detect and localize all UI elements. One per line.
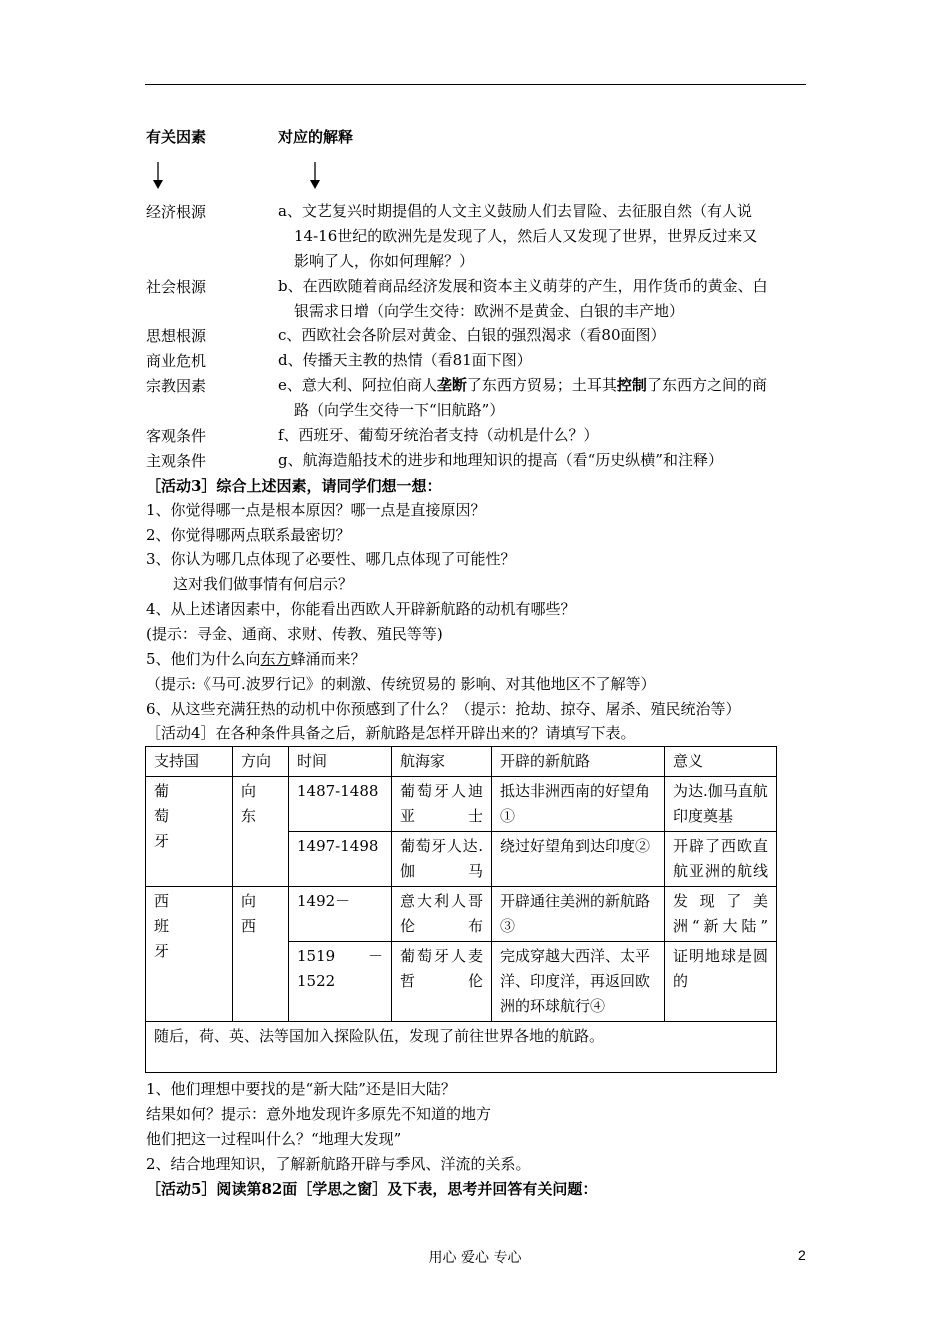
time-cell: 1492－ <box>289 887 392 942</box>
country-cell: 西 班 牙 <box>146 887 233 1022</box>
direction-cell: 向 西 <box>233 887 289 1022</box>
time-cell: 1487-1488 <box>289 777 392 832</box>
activity3-question: 5、他们为什么向东方蜂涌而来？ <box>146 650 366 668</box>
table-header: 意义 <box>665 747 777 777</box>
page-number: 2 <box>798 1247 806 1263</box>
meaning-cell: 为达.伽马直航印度奠基 <box>665 777 777 832</box>
explanation-c: c、西欧社会各阶层对黄金、白银的强烈渴求（看80面图） <box>278 326 666 344</box>
navigator-cell: 葡萄牙人麦哲伦 <box>392 942 492 1022</box>
factor-item: 主观条件 <box>146 452 207 470</box>
factor-item: 宗教因素 <box>146 377 207 395</box>
activity3-question: 3、你认为哪几点体现了必要性、哪几点体现了可能性？ <box>146 550 516 568</box>
activity3-title: ［活动3］综合上述因素，请同学们想一想： <box>146 477 442 495</box>
down-arrow-icon <box>150 162 166 190</box>
explanation-f: f、西班牙、葡萄牙统治者支持（动机是什么？） <box>278 426 599 444</box>
header-explanation: 对应的解释 <box>278 128 354 146</box>
factor-item: 客观条件 <box>146 427 207 445</box>
top-rule <box>145 84 806 85</box>
voyages-table <box>145 746 777 1073</box>
activity3-question: 1、你觉得哪一点是根本原因？哪一点是直接原因？ <box>146 501 486 519</box>
navigator-cell: 葡萄牙人达.伽马 <box>392 832 492 887</box>
activity3-question: 这对我们做事情有何启示？ <box>173 575 354 593</box>
navigator-cell: 意大利人哥伦布 <box>392 887 492 942</box>
table-header: 开辟的新航路 <box>492 747 665 777</box>
explanation-g: g、航海造船技术的进步和地理知识的提高（看“历史纵横”和注释） <box>278 451 723 469</box>
activity3-question: 6、从这些充满狂热的动机中你预感到了什么？（提示：抢劫、掠夺、屠杀、殖民统治等） <box>146 700 741 718</box>
route-cell: 抵达非洲西南的好望角① <box>492 777 665 832</box>
table-header: 支持国 <box>146 747 233 777</box>
meaning-cell: 开辟了西欧直航亚洲的航线 <box>665 832 777 887</box>
time-cell: 1519 － 1522 <box>289 942 392 1022</box>
page-footer: 用心 爱心 专心 <box>428 1250 522 1266</box>
factor-item: 经济根源 <box>146 203 207 221</box>
discussion-line: 1、他们理想中要找的是“新大陆”还是旧大陆？ <box>146 1080 456 1098</box>
table-row <box>146 1022 777 1073</box>
explanation-a: a、文艺复兴时期提倡的人文主义鼓励人们去冒险、去征服自然（有人说 14-16世纪的欧洲先是发现了人，然后人又发现了世界，世界反过来又 影响了人，你如何理解？） <box>278 202 758 270</box>
table-note: 随后，荷、英、法等国加入探险队伍，发现了前往世界各地的航路。 <box>146 1022 777 1073</box>
explanation-d: d、传播天主教的热情（看81面下图） <box>278 351 532 369</box>
header-factor: 有关因素 <box>146 128 207 146</box>
explanation-e: e、意大利、阿拉伯商人垄断了东西方贸易；土耳其控制了东西方之间的商 路（向学生交待一下“旧航路”） <box>278 376 767 419</box>
direction-cell: 向 东 <box>233 777 289 887</box>
table-header-row <box>146 747 777 777</box>
navigator-cell: 葡萄牙人迪亚士 <box>392 777 492 832</box>
activity3-question: 4、从上述诸因素中，你能看出西欧人开辟新航路的动机有哪些？ <box>146 600 576 618</box>
table-row <box>146 777 777 832</box>
activity3-hint: (提示：寻金、通商、求财、传教、殖民等等) <box>146 625 443 643</box>
table-header: 时间 <box>289 747 392 777</box>
time-cell: 1497-1498 <box>289 832 392 887</box>
route-cell: 完成穿越大西洋、太平洋、印度洋，再返回欧洲的环球航行④ <box>492 942 665 1022</box>
explanation-b: b、在西欧随着商品经济发展和资本主义萌芽的产生，用作货币的黄金、白 银需求日增（向学生交待：欧洲不是黄金、白银的丰产地） <box>278 277 768 320</box>
factor-item: 商业危机 <box>146 352 207 370</box>
meaning-cell: 证明地球是圆的 <box>665 942 777 1022</box>
country-cell: 葡 萄 牙 <box>146 777 233 887</box>
table-header: 航海家 <box>392 747 492 777</box>
meaning-cell: 发现了美洲“新大陆” <box>665 887 777 942</box>
discussion-line: 2、结合地理知识，了解新航路开辟与季风、洋流的关系。 <box>146 1155 531 1173</box>
table-header: 方向 <box>233 747 289 777</box>
factor-item: 思想根源 <box>146 327 207 345</box>
discussion-line: 他们把这一过程叫什么？“地理大发现” <box>146 1130 402 1148</box>
down-arrow-icon <box>307 162 323 190</box>
factor-item: 社会根源 <box>146 278 207 296</box>
route-cell: 绕过好望角到达印度② <box>492 832 665 887</box>
activity4-title: ［活动4］在各种条件具备之后，新航路是怎样开辟出来的？请填写下表。 <box>146 724 636 742</box>
discussion-line: 结果如何？提示：意外地发现许多原先不知道的地方 <box>146 1105 492 1123</box>
route-cell: 开辟通往美洲的新航路③ <box>492 887 665 942</box>
activity3-question: 2、你觉得哪两点联系最密切？ <box>146 526 351 544</box>
activity5-title: ［活动5］阅读第82面［学思之窗］及下表，思考并回答有关问题： <box>146 1180 598 1198</box>
table-row <box>146 887 777 942</box>
activity3-hint: （提示:《马可.波罗行记》的刺激、传统贸易的 影响、对其他地区不了解等） <box>146 675 656 693</box>
